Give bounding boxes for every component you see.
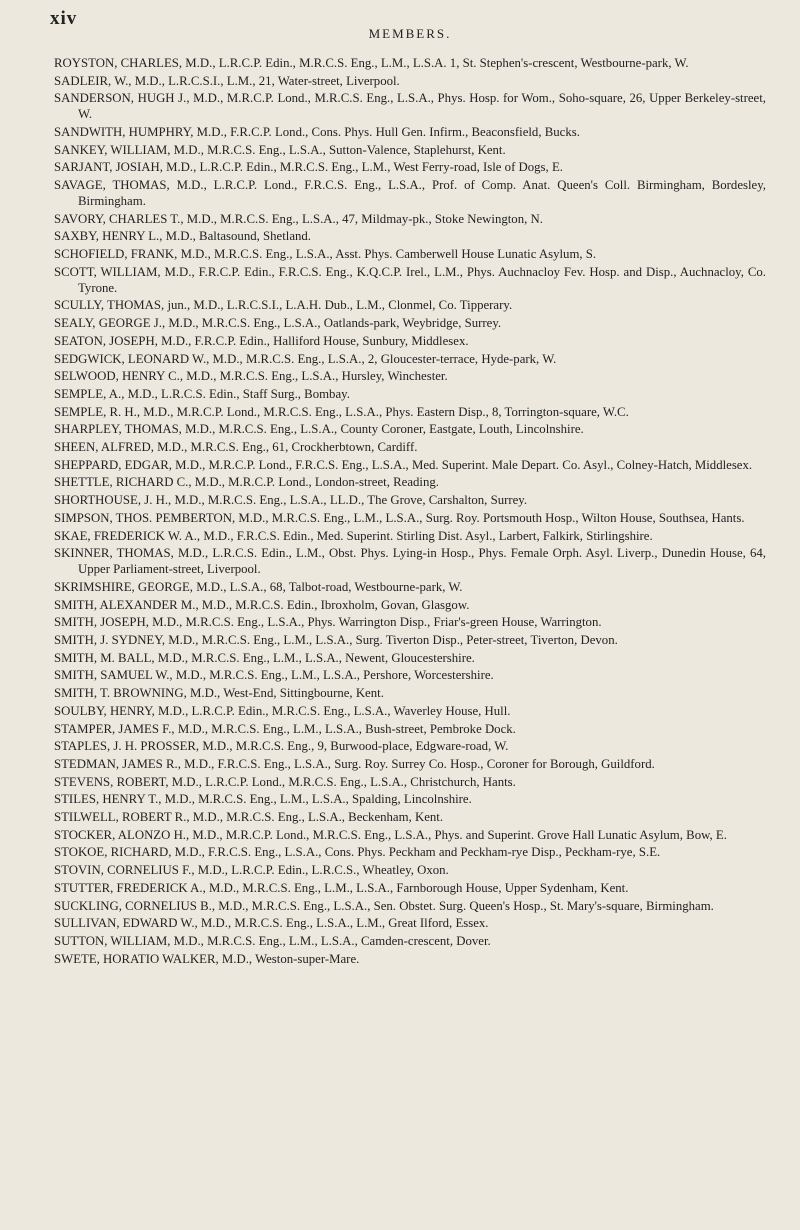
member-entry: STOCKER, ALONZO H., M.D., M.R.C.P. Lond., M.R.C.S. Eng., L.S.A., Phys. and Superint. Grove Hall Lunatic Asylum, Bow, E. xyxy=(54,827,727,842)
member-list xyxy=(54,56,766,968)
member-entry: STUTTER, FREDERICK A., M.D., M.R.C.S. Eng., L.M., L.S.A., Farnborough House, Upper Sydenham, Kent. xyxy=(54,880,629,895)
member-entry: SWETE, HORATIO WALKER, M.D., Weston-super-Mare. xyxy=(54,951,360,966)
member-entry: SOULBY, HENRY, M.D., L.R.C.P. Edin., M.R.C.S. Eng., L.S.A., Waverley House, Hull. xyxy=(54,703,511,718)
member-entry: SARJANT, JOSIAH, M.D., L.R.C.P. Edin., M.R.C.S. Eng., L.M., West Ferry-road, Isle of Dogs, E. xyxy=(54,160,563,175)
member-entry: SADLEIR, W., M.D., L.R.C.S.I., L.M., 21, Water-street, Liverpool. xyxy=(54,73,400,88)
member-entry: STEVENS, ROBERT, M.D., L.R.C.P. Lond., M.R.C.S. Eng., L.S.A., Christchurch, Hants. xyxy=(54,774,516,789)
member-entry: SKRIMSHIRE, GEORGE, M.D., L.S.A., 68, Talbot-road, Westbourne-park, W. xyxy=(54,579,463,594)
member-entry: STAPLES, J. H. PROSSER, M.D., M.R.C.S. Eng., 9, Burwood-place, Edgware-road, W. xyxy=(54,739,509,754)
member-entry: SHORTHOUSE, J. H., M.D., M.R.C.S. Eng., L.S.A., LL.D., The Grove, Carshalton, Surrey. xyxy=(54,493,528,508)
member-entry: SKAE, FREDERICK W. A., M.D., F.R.C.S. Edin., Med. Superint. Stirling Dist. Asyl., Larbert, Falkirk, Stirlingshire. xyxy=(54,528,653,543)
member-entry: SIMPSON, THOS. PEMBERTON, M.D., M.R.C.S. Eng., L.M., L.S.A., Surg. Roy. Portsmouth Hosp., Wilton House, Southsea, Hants. xyxy=(54,510,745,525)
member-entry: SEATON, JOSEPH, M.D., F.R.C.P. Edin., Halliford House, Sunbury, Middlesex. xyxy=(54,333,469,348)
member-entry: SHEEN, ALFRED, M.D., M.R.C.S. Eng., 61, Crockherbtown, Cardiff. xyxy=(54,440,418,455)
page-number: xiv xyxy=(50,8,78,29)
member-entry: SMITH, ALEXANDER M., M.D., M.R.C.S. Edin., Ibroxholm, Govan, Glasgow. xyxy=(54,597,470,612)
member-entry: SEMPLE, R. H., M.D., M.R.C.P. Lond., M.R.C.S. Eng., L.S.A., Phys. Eastern Disp., 8, Torrington-square, W.C. xyxy=(54,404,629,419)
member-entry: SCULLY, THOMAS, jun., M.D., L.R.C.S.I., L.A.H. Dub., L.M., Clonmel, Co. Tipperary. xyxy=(54,298,513,313)
member-entry: SEDGWICK, LEONARD W., M.D., M.R.C.S. Eng., L.S.A., 2, Gloucester-terrace, Hyde-park, W. xyxy=(54,351,557,366)
member-entry: SUCKLING, CORNELIUS B., M.D., M.R.C.S. Eng., L.S.A., Sen. Obstet. Surg. Queen's Hosp., St. Mary's-square, Birmingham. xyxy=(54,898,714,913)
member-entry: SMITH, SAMUEL W., M.D., M.R.C.S. Eng., L.M., L.S.A., Pershore, Worcestershire. xyxy=(54,668,494,683)
member-entry: SEMPLE, A., M.D., L.R.C.S. Edin., Staff Surg., Bombay. xyxy=(54,386,350,401)
member-entry: SMITH, M. BALL, M.D., M.R.C.S. Eng., L.M., L.S.A., Newent, Gloucestershire. xyxy=(54,650,475,665)
member-entry: SMITH, JOSEPH, M.D., M.R.C.S. Eng., L.S.A., Phys. Warrington Disp., Friar's-green House, Warrington. xyxy=(54,615,602,630)
member-entry: STAMPER, JAMES F., M.D., M.R.C.S. Eng., L.M., L.S.A., Bush-street, Pembroke Dock. xyxy=(54,721,516,736)
member-entry: SELWOOD, HENRY C., M.D., M.R.C.S. Eng., L.S.A., Hursley, Winchester. xyxy=(54,369,448,384)
member-entry: SKINNER, THOMAS, M.D., L.R.C.S. Edin., L.M., Obst. Phys. Lying-in Hosp., Phys. Female Orph. Asyl. Liverp., Dunedin House, 64, Upper Parliament-street, Liverpool. xyxy=(54,546,766,577)
member-entry: SEALY, GEORGE J., M.D., M.R.C.S. Eng., L.S.A., Oatlands-park, Weybridge, Surrey. xyxy=(54,316,502,331)
running-head: MEMBERS. xyxy=(368,26,452,41)
member-entry: SAVAGE, THOMAS, M.D., L.R.C.P. Lond., F.R.C.S. Eng., L.S.A., Prof. of Comp. Anat. Queen's Coll. Birmingham, Bordesley, Birmingham. xyxy=(54,178,766,209)
member-entry: SAXBY, HENRY L., M.D., Baltasound, Shetland. xyxy=(54,229,312,244)
member-entry: SANKEY, WILLIAM, M.D., M.R.C.S. Eng., L.S.A., Sutton-Valence, Staplehurst, Kent. xyxy=(54,142,506,157)
member-entry: STOKOE, RICHARD, M.D., F.R.C.S. Eng., L.S.A., Cons. Phys. Peckham and Peckham-rye Disp., Peckham-rye, S.E. xyxy=(54,845,661,860)
member-entry: STOVIN, CORNELIUS F., M.D., L.R.C.P. Edin., L.R.C.S., Wheatley, Oxon. xyxy=(54,863,449,878)
member-entry: SCOTT, WILLIAM, M.D., F.R.C.P. Edin., F.R.C.S. Eng., K.Q.C.P. Irel., L.M., Phys. Auchnacloy Fev. Hosp. and Disp., Auchnacloy, Co. Tyrone. xyxy=(54,264,766,295)
member-entry: ROYSTON, CHARLES, M.D., L.R.C.P. Edin., M.R.C.S. Eng., L.M., L.S.A. 1, St. Stephen's-crescent, Westbourne-park, W. xyxy=(54,56,689,70)
member-entry: SCHOFIELD, FRANK, M.D., M.R.C.S. Eng., L.S.A., Asst. Phys. Camberwell House Lunatic Asylum, S. xyxy=(54,247,597,262)
member-entry: STILWELL, ROBERT R., M.D., M.R.C.S. Eng., L.S.A., Beckenham, Kent. xyxy=(54,810,444,825)
member-entry: SMITH, T. BROWNING, M.D., West-End, Sittingbourne, Kent. xyxy=(54,686,384,701)
member-entry: SANDWITH, HUMPHRY, M.D., F.R.C.P. Lond., Cons. Phys. Hull Gen. Infirm., Beaconsfield, Bucks. xyxy=(54,125,580,140)
member-entry: SANDERSON, HUGH J., M.D., M.R.C.P. Lond., M.R.C.S. Eng., L.S.A., Phys. Hosp. for Wom., Soho-square, 26, Upper Berkeley-street, W. xyxy=(54,91,766,122)
member-entry: SUTTON, WILLIAM, M.D., M.R.C.S. Eng., L.M., L.S.A., Camden-crescent, Dover. xyxy=(54,933,491,948)
member-entry: SMITH, J. SYDNEY, M.D., M.R.C.S. Eng., L.M., L.S.A., Surg. Tiverton Disp., Peter-street, Tiverton, Devon. xyxy=(54,633,618,648)
member-entry: SAVORY, CHARLES T., M.D., M.R.C.S. Eng., L.S.A., 47, Mildmay-pk., Stoke Newington, N. xyxy=(54,211,543,226)
member-entry: STILES, HENRY T., M.D., M.R.C.S. Eng., L.M., L.S.A., Spalding, Lincolnshire. xyxy=(54,792,472,807)
member-entry: STEDMAN, JAMES R., M.D., F.R.C.S. Eng., L.S.A., Surg. Roy. Surrey Co. Hosp., Coroner for Borough, Guildford. xyxy=(54,756,655,771)
member-entry: SHARPLEY, THOMAS, M.D., M.R.C.S. Eng., L.S.A., County Coroner, Eastgate, Louth, Lincolnshire. xyxy=(54,422,584,437)
member-entry: SHEPPARD, EDGAR, M.D., M.R.C.P. Lond., F.R.C.S. Eng., L.S.A., Med. Superint. Male Depart. Co. Asyl., Colney-Hatch, Middlesex. xyxy=(54,457,753,472)
member-entry: SULLIVAN, EDWARD W., M.D., M.R.C.S. Eng., L.S.A., L.M., Great Ilford, Essex. xyxy=(54,916,489,931)
member-entry: SHETTLE, RICHARD C., M.D., M.R.C.P. Lond., London-street, Reading. xyxy=(54,475,439,490)
